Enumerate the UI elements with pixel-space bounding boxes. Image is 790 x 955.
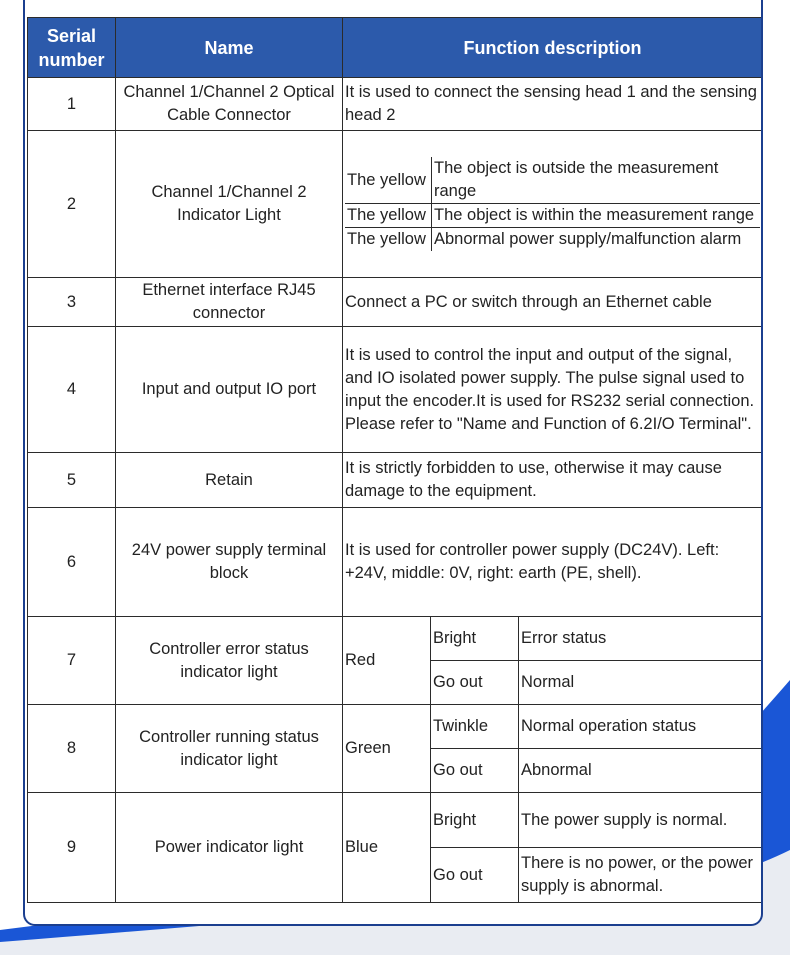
- state-cell: Twinkle: [431, 705, 519, 749]
- meaning-cell: Error status: [519, 617, 763, 661]
- states-cell: [343, 131, 763, 278]
- meaning-cell: The power supply is normal.: [519, 793, 763, 848]
- header-function: Function description: [343, 18, 763, 78]
- state-cell: Bright: [431, 617, 519, 661]
- description-cell: It is strictly forbidden to use, otherwise it may cause damage to the equipment.: [343, 453, 763, 508]
- state-meaning: The object is within the measurement range: [432, 204, 761, 228]
- state-cell: Go out: [431, 848, 519, 903]
- state-color: The yellow: [345, 228, 432, 252]
- description-cell: It is used to connect the sensing head 1 and the sensing head 2: [343, 78, 763, 131]
- meaning-cell: Normal: [519, 661, 763, 705]
- indicator-states-table: [345, 157, 760, 251]
- serial-cell: 4: [28, 327, 116, 453]
- state-meaning: Abnormal power supply/malfunction alarm: [432, 228, 761, 252]
- state-cell: Bright: [431, 793, 519, 848]
- name-cell: Controller running status indicator light: [116, 705, 343, 793]
- serial-cell: 3: [28, 278, 116, 327]
- serial-cell: 6: [28, 508, 116, 617]
- light-color-cell: Red: [343, 617, 431, 705]
- meaning-cell: Normal operation status: [519, 705, 763, 749]
- table-row: [28, 78, 763, 131]
- serial-cell: 5: [28, 453, 116, 508]
- state-cell: Go out: [431, 749, 519, 793]
- serial-cell: 1: [28, 78, 116, 131]
- serial-cell: 7: [28, 617, 116, 705]
- serial-cell: 8: [28, 705, 116, 793]
- meaning-cell: Abnormal: [519, 749, 763, 793]
- name-cell: Input and output IO port: [116, 327, 343, 453]
- spec-card: [23, 0, 763, 926]
- state-meaning: The object is outside the measurement range: [434, 159, 719, 200]
- table-row: [28, 453, 763, 508]
- description-cell: Connect a PC or switch through an Ethernet cable: [343, 278, 763, 327]
- table-row: [28, 131, 763, 278]
- state-cell: Go out: [431, 661, 519, 705]
- name-cell: Channel 1/Channel 2 Optical Cable Connector: [116, 78, 343, 131]
- light-color-cell: Blue: [343, 793, 431, 903]
- name-cell: Ethernet interface RJ45 connector: [116, 278, 343, 327]
- table-row: [28, 793, 763, 848]
- name-cell: Power indicator light: [116, 793, 343, 903]
- table-row: [28, 278, 763, 327]
- meaning-cell: There is no power, or the power supply is abnormal.: [519, 848, 763, 903]
- description-cell: It is used to control the input and output of the signal, and IO isolated power supply. The pulse signal used to input the encoder.It is used for RS232 serial connection. Please refer to "Name and Function of 6.2I/O Terminal".: [343, 327, 763, 453]
- name-cell: Retain: [116, 453, 343, 508]
- header-name: Name: [116, 18, 343, 78]
- table-row: [28, 705, 763, 749]
- state-color: The yellow: [345, 204, 432, 228]
- table-row: [28, 327, 763, 453]
- table-row: [28, 617, 763, 661]
- serial-cell: 9: [28, 793, 116, 903]
- light-color-cell: Green: [343, 705, 431, 793]
- spec-table: [27, 17, 763, 903]
- description-cell: It is used for controller power supply (DC24V). Left: +24V, middle: 0V, right: earth (PE, shell).: [343, 508, 763, 617]
- header-serial: Serial number: [28, 18, 116, 78]
- name-cell: Controller error status indicator light: [116, 617, 343, 705]
- table-row: [28, 508, 763, 617]
- serial-cell: 2: [28, 131, 116, 278]
- state-color: The yellow: [345, 157, 432, 204]
- name-cell: Channel 1/Channel 2 Indicator Light: [116, 131, 343, 278]
- name-cell: 24V power supply terminal block: [116, 508, 343, 617]
- header-row: [28, 18, 763, 78]
